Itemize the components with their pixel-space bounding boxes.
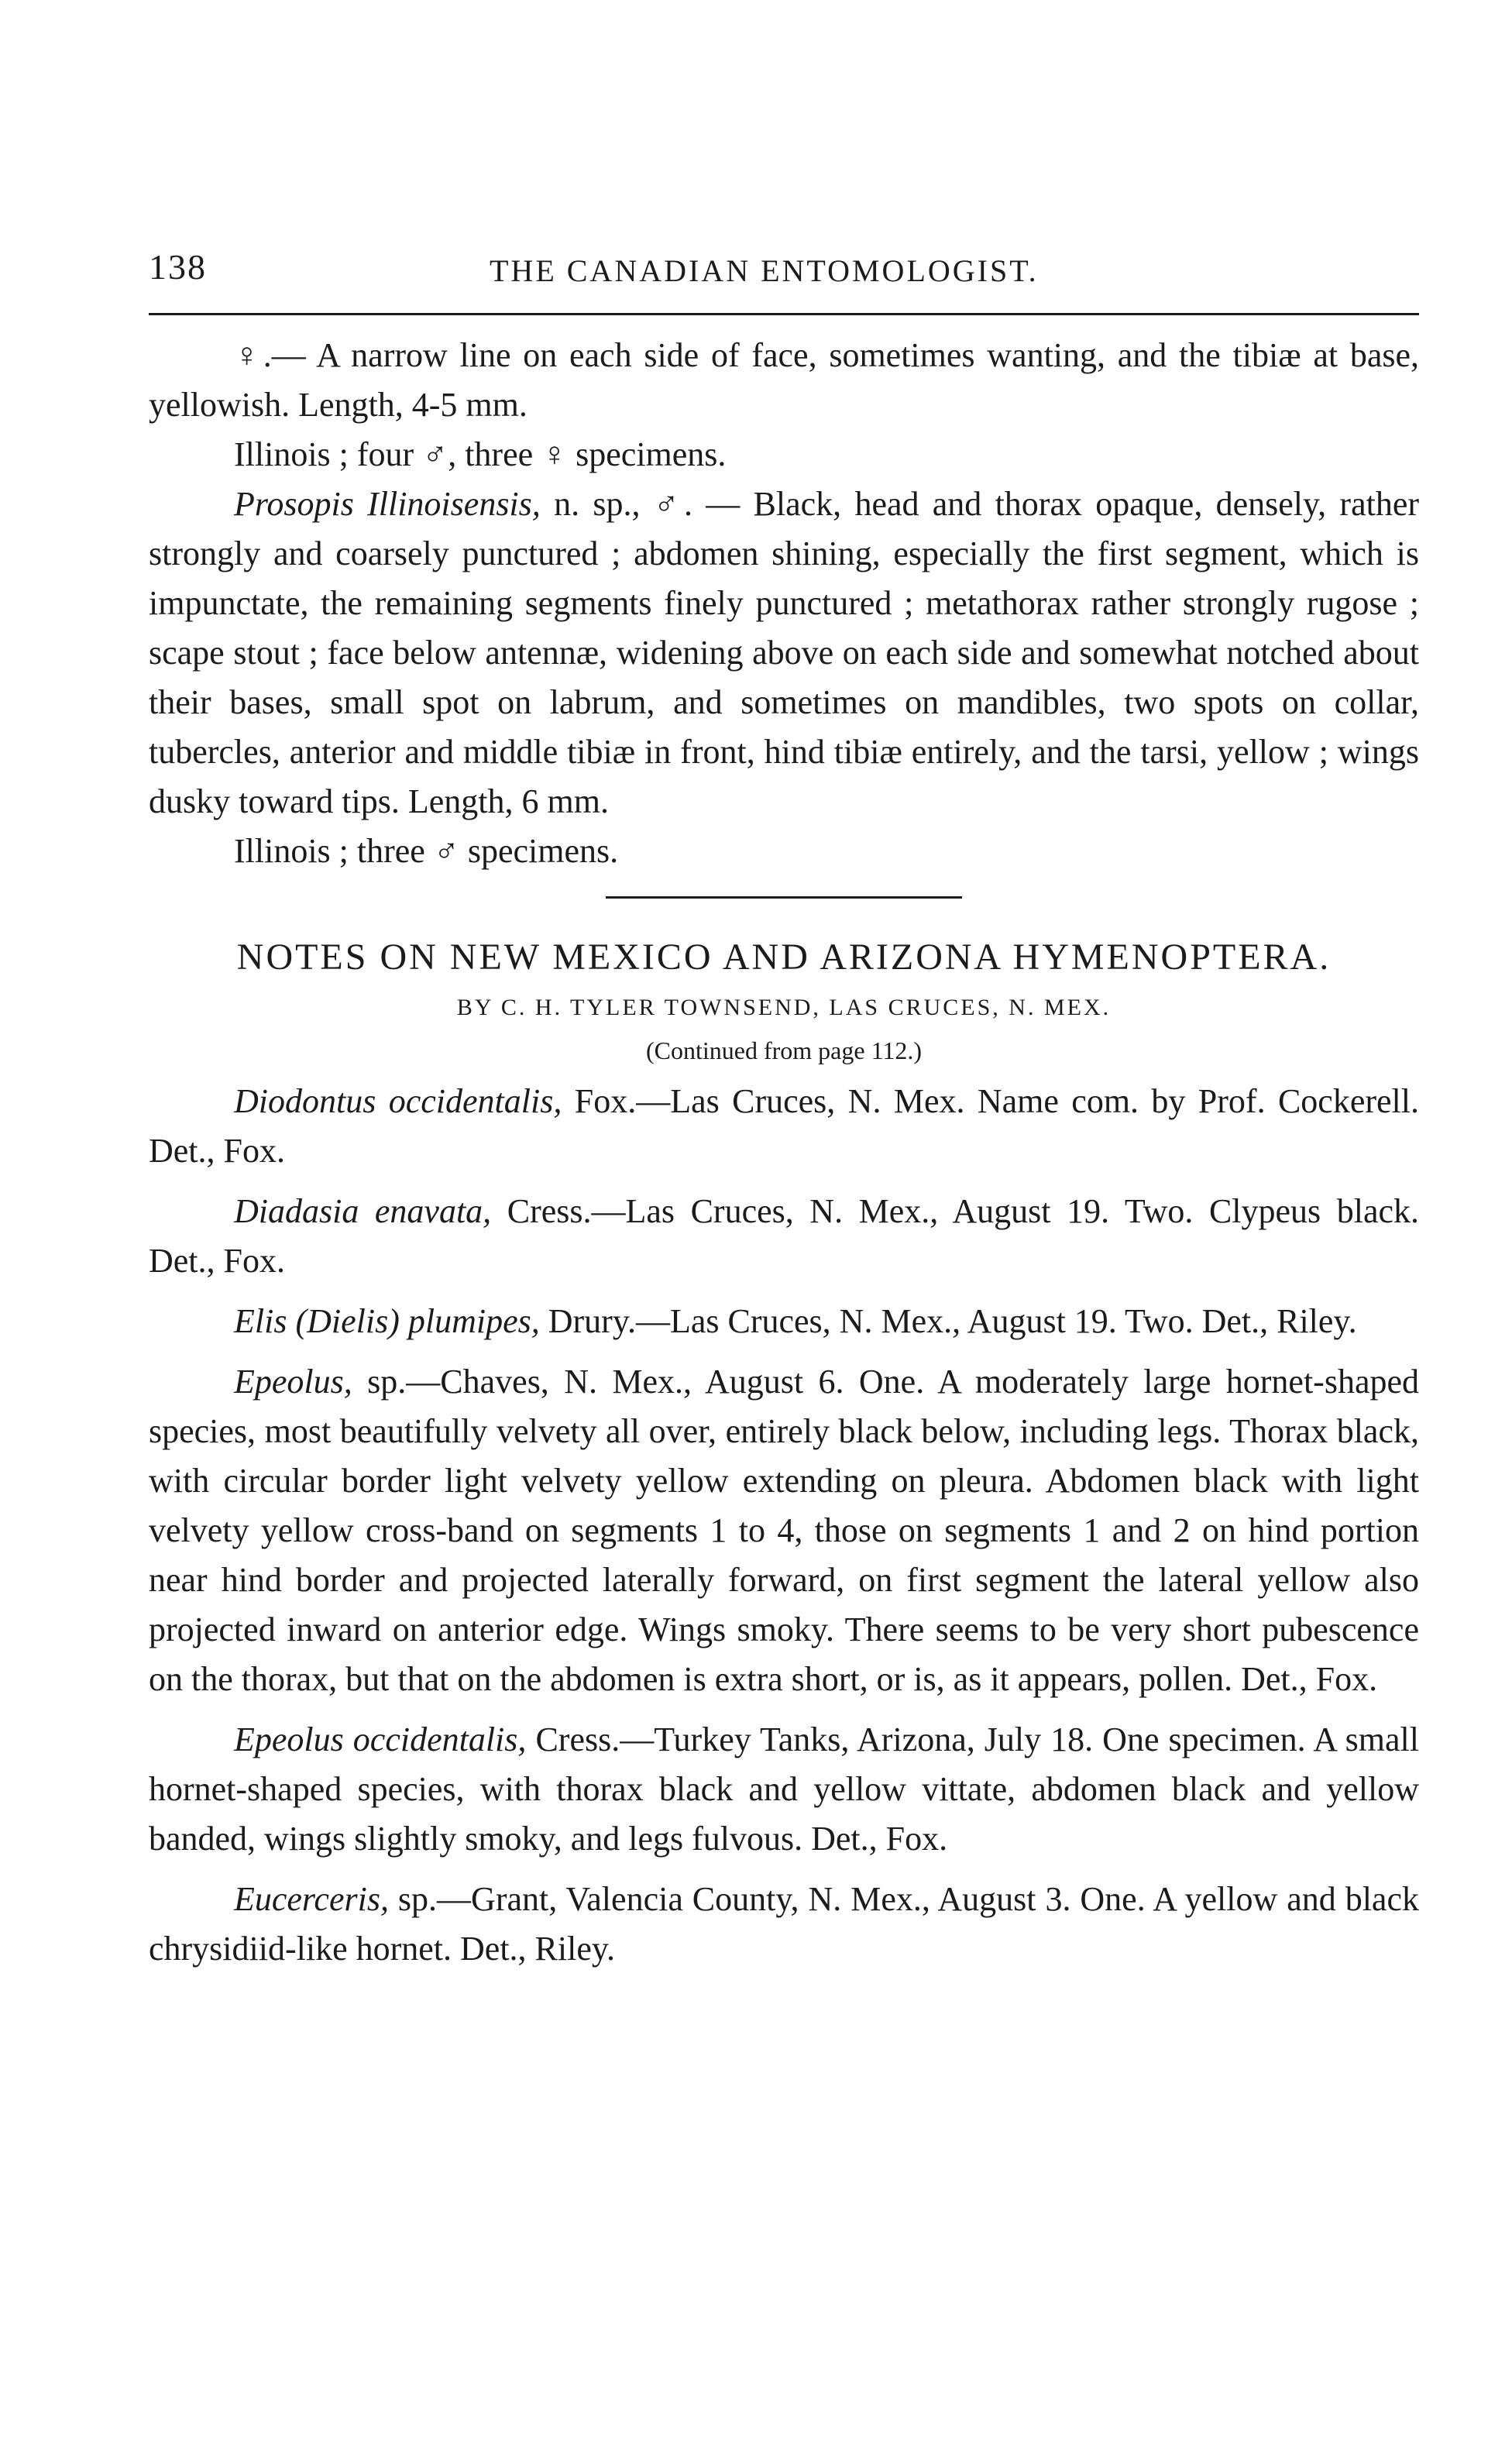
section-divider <box>606 896 962 899</box>
journal-title: THE CANADIAN ENTOMOLOGIST. <box>490 253 1039 288</box>
running-header <box>149 232 1419 294</box>
entry <box>149 1077 1419 1176</box>
entry <box>149 1187 1419 1286</box>
page <box>149 232 1419 1974</box>
continued-note: (Continued from page 112.) <box>645 1036 923 1064</box>
locality-line-2: Illinois ; three ♂ specimens. <box>234 832 619 870</box>
entry-text: sp.—Grant, Valencia County, N. Mex., August 3. One. A yellow and black chrysidiid-like hornet. Det., Riley. <box>149 1880 1419 1968</box>
entry-species-name: Epeolus occidentalis, <box>234 1720 527 1758</box>
female-description: ♀.— A narrow line on each side of face, sometimes wanting, and the tibiæ at base, yellowish. Length, 4-5 mm. <box>149 336 1419 424</box>
previous-article-continuation <box>149 331 1419 876</box>
entry-text: Cress.—Turkey Tanks, Arizona, July 18. One specimen. A small hornet-shaped species, with thorax black and yellow vittate, abdomen black and yellow banded, wings slightly smoky, and legs fulvous. Det., Fox. <box>149 1720 1419 1858</box>
species-description <box>149 480 1419 827</box>
entry-species-name: Diadasia enavata, <box>234 1192 492 1230</box>
entry <box>149 1357 1419 1704</box>
header-rule <box>149 313 1419 315</box>
entry-species-name: Elis (Dielis) plumipes, <box>234 1302 540 1340</box>
section-title: NOTES ON NEW MEXICO AND ARIZONA HYMENOPTERA. <box>236 937 1332 978</box>
entry-text: Fox.—Las Cruces, N. Mex. Name com. by Prof. Cockerell. Det., Fox. <box>149 1082 1419 1170</box>
entry <box>149 1715 1419 1864</box>
locality-line: Illinois ; four ♂, three ♀ specimens. <box>234 435 727 473</box>
entry-species-name: Diodontus occidentalis, <box>234 1082 562 1120</box>
species-name: Prosopis Illinoisensis, <box>234 485 541 523</box>
entries-list <box>149 1077 1419 1974</box>
author-byline: BY C. H. TYLER TOWNSEND, LAS CRUCES, N. MEX. <box>456 995 1112 1020</box>
entry-text: sp.—Chaves, N. Mex., August 6. One. A moderately large hornet-shaped species, most beautifully velvety all over, entirely black below, including legs. Thorax black, with circular border light velvety yellow extending on pleura. Abdomen black with light velvety yellow cross-band on segments 1 to 4, those on segments 1 and 2 on hind portion near hind border and projected laterally forward, on first segment the lateral yellow also projected inward on anterior edge. Wings smoky. There seems to be very short pubescence on the thorax, but that on the abdomen is extra short, or is, as it appears, pollen. Det., Fox. <box>149 1363 1419 1698</box>
entry-text: Cress.—Las Cruces, N. Mex., August 19. Two. Clypeus black. Det., Fox. <box>149 1192 1419 1280</box>
entry-text: Drury.—Las Cruces, N. Mex., August 19. Two. Det., Riley. <box>539 1302 1357 1340</box>
entry <box>149 1875 1419 1974</box>
entry-species-name: Eucerceris, <box>234 1880 389 1918</box>
entry <box>149 1297 1419 1346</box>
species-text: n. sp., ♂. — Black, head and thorax opaque, densely, rather strongly and coarsely punctured ; abdomen shining, especially the first segment, which is impunctate, the remaining segments finely punctured ; metathorax rather strongly rugose ; scape stout ; face below antennæ, widening above on each side and somewhat notched about their bases, small spot on labrum, and sometimes on mandibles, two spots on collar, tubercles, anterior and middle tibiæ in front, hind tibiæ entirely, and the tarsi, yellow ; wings dusky toward tips. Length, 6 mm. <box>149 485 1419 820</box>
entry-species-name: Epeolus, <box>234 1363 352 1401</box>
page-number: 138 <box>149 247 207 287</box>
